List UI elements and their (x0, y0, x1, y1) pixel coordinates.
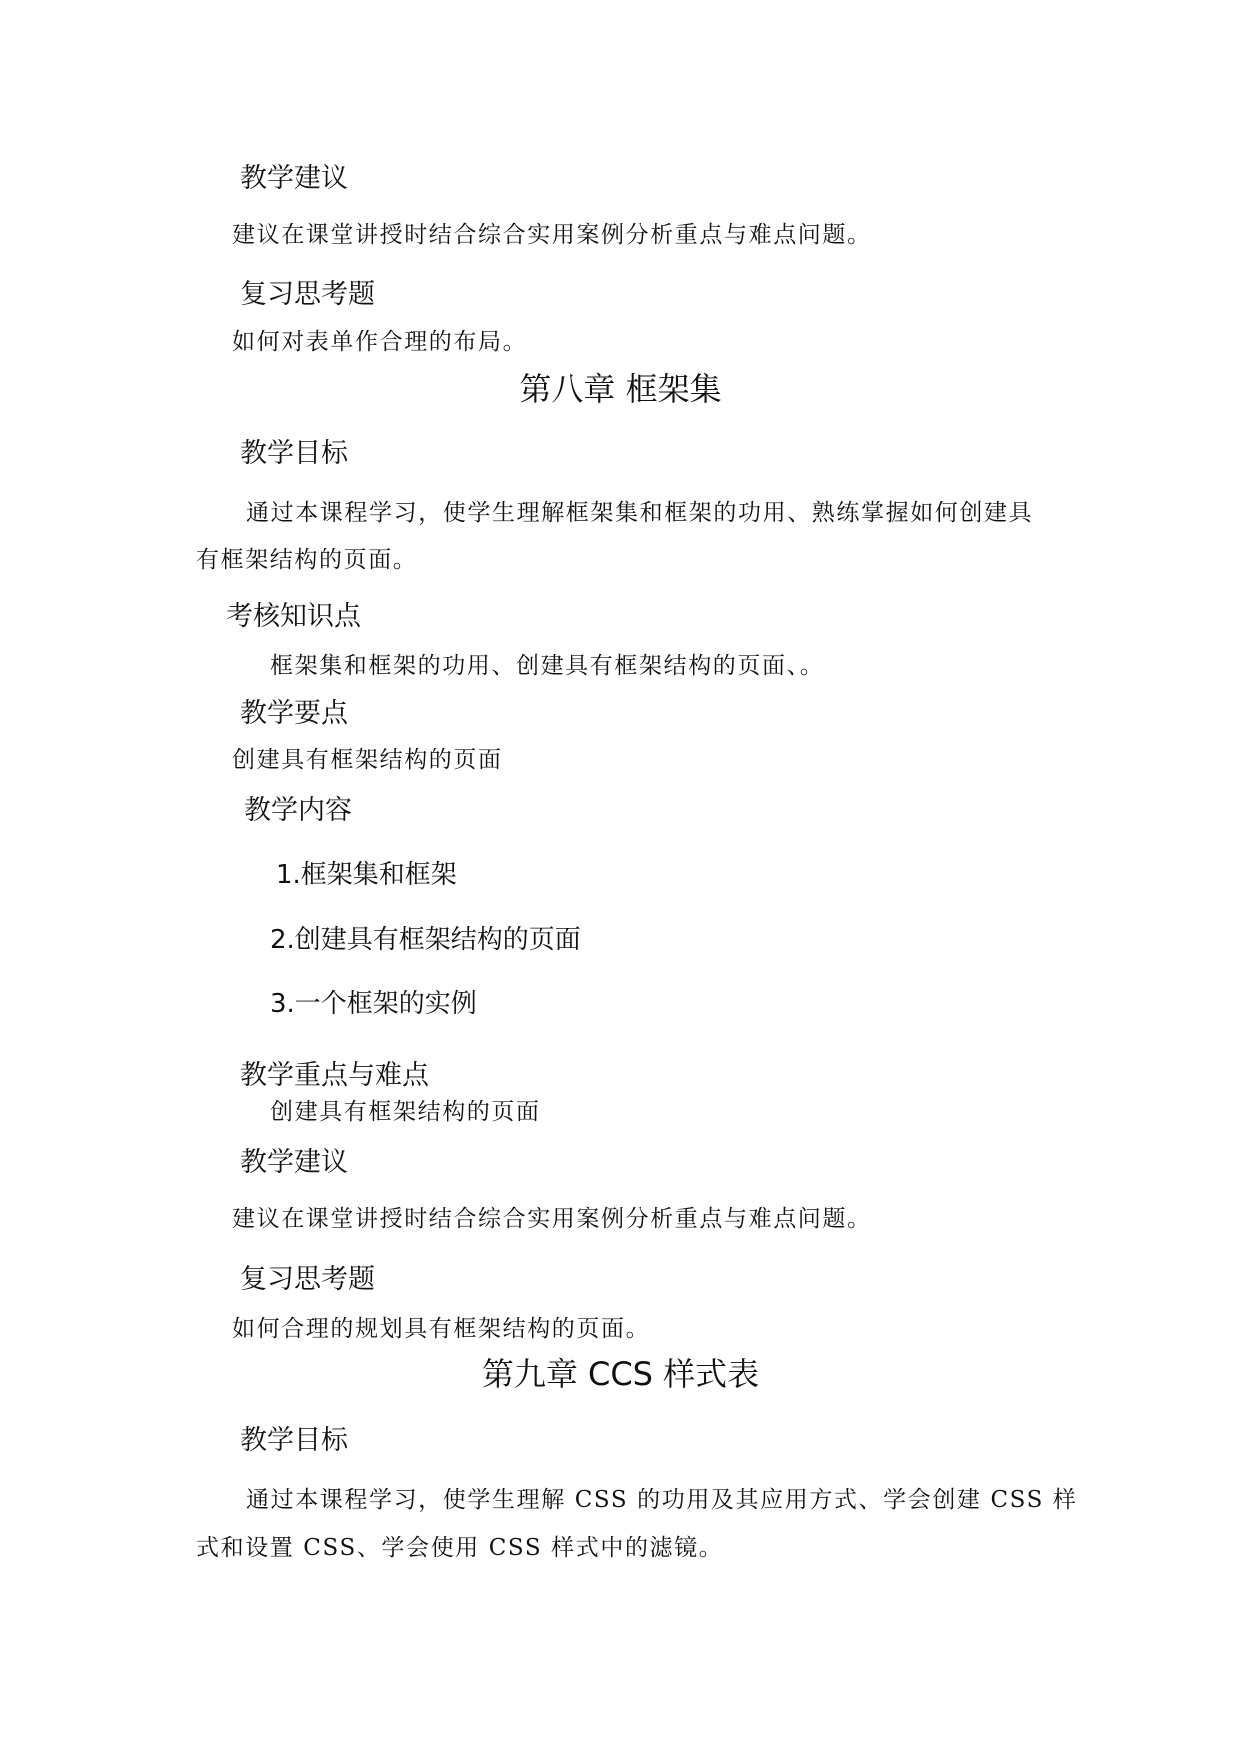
chapter-title: 第九章 CCS 样式表 (481, 1355, 760, 1393)
paragraph: 建议在课堂讲授时结合综合实用案例分析重点与难点问题。 (232, 1206, 872, 1232)
paragraph: 创建具有框架结构的页面 (232, 747, 503, 773)
section-heading: 教学目标 (240, 1425, 348, 1456)
paragraph: 通过本课程学习，使学生理解 CSS 的功用及其应用方式、学会创建 CSS 样 (246, 1487, 1078, 1513)
content-list-item: 3.一个框架的实例 (270, 989, 477, 1019)
chapter-title: 第八章 框架集 (519, 370, 722, 408)
section-heading: 教学内容 (244, 795, 352, 826)
paragraph: 如何对表单作合理的布局。 (232, 329, 528, 355)
section-heading: 教学建议 (240, 1147, 348, 1178)
section-heading: 复习思考题 (240, 279, 375, 310)
section-heading: 教学建议 (240, 163, 348, 194)
content-list-item: 1.框架集和框架 (276, 860, 457, 890)
section-heading: 教学要点 (240, 698, 348, 729)
paragraph: 有框架结构的页面。 (196, 547, 418, 573)
paragraph: 建议在课堂讲授时结合综合实用案例分析重点与难点问题。 (232, 222, 872, 248)
paragraph: 创建具有框架结构的页面 (270, 1099, 541, 1125)
paragraph: 框架集和框架的功用、创建具有框架结构的页面、。 (270, 653, 825, 679)
section-heading: 考核知识点 (226, 601, 361, 632)
section-heading: 复习思考题 (240, 1264, 375, 1295)
paragraph: 通过本课程学习，使学生理解框架集和框架的功用、熟练掌握如何创建具 (246, 500, 1034, 526)
content-list-item: 2.创建具有框架结构的页面 (270, 925, 581, 955)
paragraph: 式和设置 CSS、学会使用 CSS 样式中的滤镜。 (196, 1535, 724, 1561)
section-heading: 教学重点与难点 (240, 1060, 429, 1091)
paragraph: 如何合理的规划具有框架结构的页面。 (232, 1316, 651, 1342)
section-heading: 教学目标 (240, 438, 348, 469)
